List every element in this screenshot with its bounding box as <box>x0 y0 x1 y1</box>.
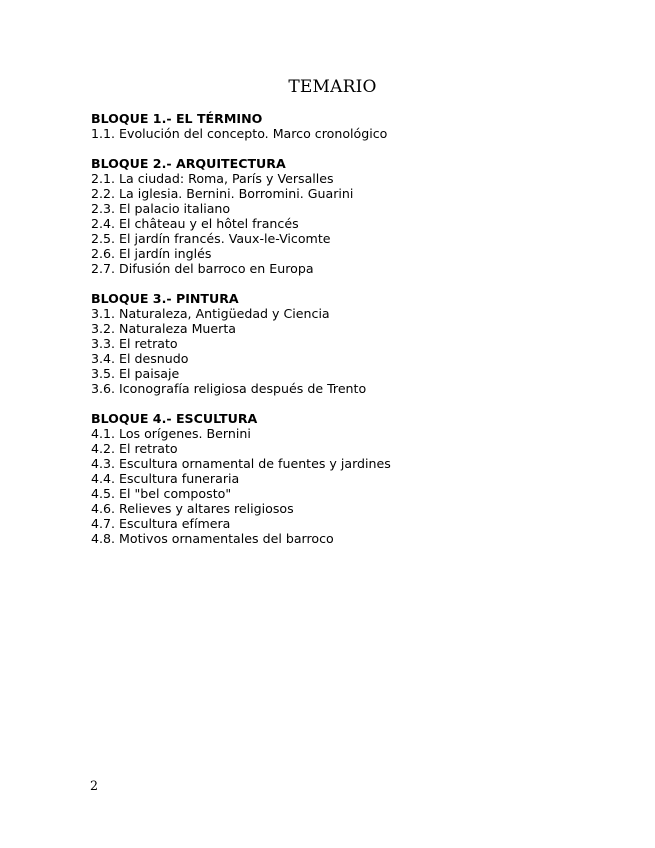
list-item: 4.8. Motivos ornamentales del barroco <box>91 531 334 546</box>
bloque-2 <box>91 156 631 276</box>
syllabus-content <box>91 111 631 561</box>
list-item: 1.1. Evolución del concepto. Marco cronológico <box>91 126 388 141</box>
list-item: 2.5. El jardín francés. Vaux-le-Vicomte <box>91 231 331 246</box>
bloque-3 <box>91 291 631 396</box>
list-item: 4.5. El "bel composto" <box>91 486 232 501</box>
list-item: 2.3. El palacio italiano <box>91 201 231 216</box>
list-item: 3.6. Iconografía religiosa después de Trento <box>91 381 367 396</box>
page-number: 2 <box>90 778 99 793</box>
bloque-heading: BLOQUE 3.- PINTURA <box>91 291 239 306</box>
list-item: 4.4. Escultura funeraria <box>91 471 240 486</box>
list-item: 2.1. La ciudad: Roma, París y Versalles <box>91 171 334 186</box>
list-item: 3.1. Naturaleza, Antigüedad y Ciencia <box>91 306 330 321</box>
list-item: 3.4. El desnudo <box>91 351 189 366</box>
bloque-heading: BLOQUE 2.- ARQUITECTURA <box>91 156 286 171</box>
bloque-4 <box>91 411 631 546</box>
list-item: 4.1. Los orígenes. Bernini <box>91 426 251 441</box>
list-item: 4.6. Relieves y altares religiosos <box>91 501 294 516</box>
list-item: 4.7. Escultura efímera <box>91 516 231 531</box>
bloque-1 <box>91 111 631 141</box>
list-item: 3.2. Naturaleza Muerta <box>91 321 236 336</box>
list-item: 4.2. El retrato <box>91 441 178 456</box>
list-item: 2.4. El château y el hôtel francés <box>91 216 299 231</box>
list-item: 3.5. El paisaje <box>91 366 180 381</box>
list-item: 4.3. Escultura ornamental de fuentes y jardines <box>91 456 391 471</box>
list-item: 2.2. La iglesia. Bernini. Borromini. Guarini <box>91 186 354 201</box>
bloque-heading: BLOQUE 4.- ESCULTURA <box>91 411 258 426</box>
list-item: 2.6. El jardín inglés <box>91 246 212 261</box>
bloque-heading: BLOQUE 1.- EL TÉRMINO <box>91 111 263 126</box>
page-title: TEMARIO <box>288 77 377 97</box>
list-item: 2.7. Difusión del barroco en Europa <box>91 261 314 276</box>
list-item: 3.3. El retrato <box>91 336 178 351</box>
